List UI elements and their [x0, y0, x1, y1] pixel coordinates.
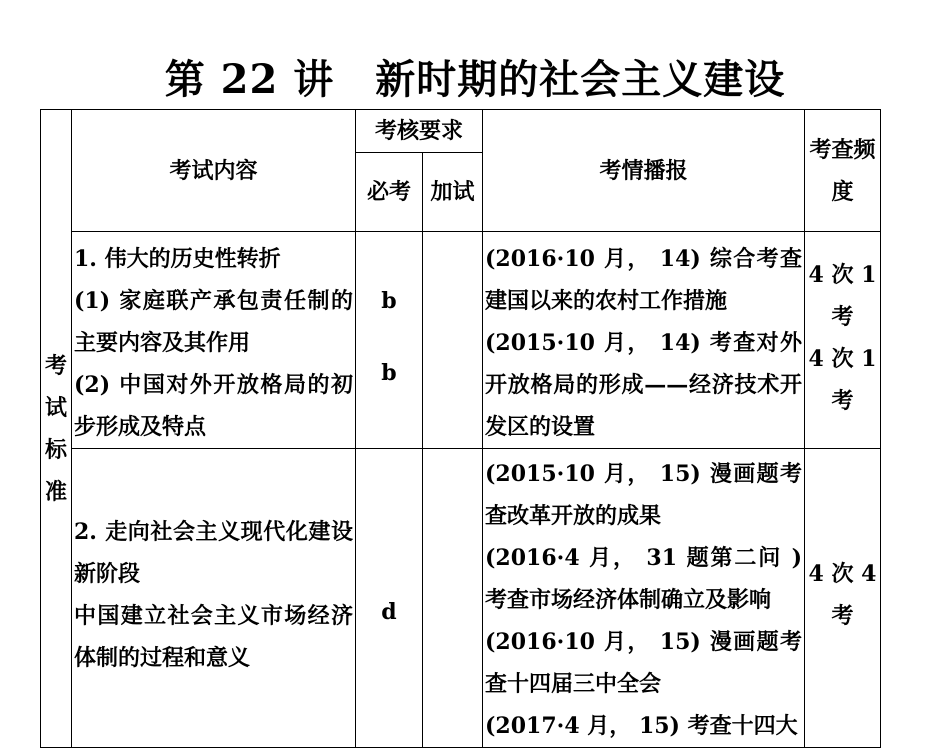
report-line: (2015·10 月， 14) 考查对外开放格局的形成——经济技术开发区的设置 — [485, 330, 803, 440]
content-line: 1. 伟大的历史性转折 — [74, 246, 281, 272]
bikao-cell — [356, 449, 423, 748]
header-jiashi: 加试 — [423, 153, 483, 232]
frequency-cell — [805, 449, 881, 748]
header-row-1 — [41, 110, 881, 153]
side-label-cell — [41, 110, 72, 748]
jiashi-cell — [423, 449, 483, 748]
table-row — [41, 232, 881, 449]
frequency-line: 考 — [831, 603, 854, 629]
bikao-cell — [356, 232, 423, 449]
frequency-line: 考 — [831, 388, 854, 414]
header-report: 考情播报 — [483, 110, 805, 232]
content-line: 中国建立社会主义市场经济体制的过程和意义 — [74, 603, 353, 671]
side-label-char: 准 — [44, 478, 67, 505]
header-requirements: 考核要求 — [356, 110, 483, 153]
side-label-char: 考 — [44, 352, 67, 379]
frequency-line: 4 次 4 — [808, 561, 877, 587]
content-cell — [72, 449, 356, 748]
frequency-cell — [805, 232, 881, 449]
frequency-line: 4 次 1 — [808, 262, 877, 288]
header-bikao: 必考 — [356, 153, 423, 232]
side-label-char: 试 — [44, 394, 67, 421]
header-frequency-line: 度 — [831, 178, 854, 205]
content-line: (2) 中国对外开放格局的初步形成及特点 — [74, 372, 353, 440]
report-line: (2016·10 月， 14) 综合考查建国以来的农村工作措施 — [485, 246, 803, 314]
frequency-line: 考 — [831, 304, 854, 330]
header-frequency-line: 考查频 — [809, 136, 876, 163]
report-line: (2017·4 月， 15) 考查十四大 — [485, 713, 798, 739]
header-frequency — [805, 110, 881, 232]
content-line: (1) 家庭联产承包责任制的主要内容及其作用 — [74, 288, 353, 356]
bikao-value: b — [381, 360, 397, 386]
table-row — [41, 449, 881, 748]
content-cell — [72, 232, 356, 449]
report-line: (2016·10 月， 15) 漫画题考查十四届三中全会 — [485, 629, 803, 697]
content-line: 2. 走向社会主义现代化建设新阶段 — [74, 519, 353, 587]
report-cell — [483, 449, 805, 748]
exam-standards-table — [40, 109, 881, 748]
side-label-char: 标 — [44, 436, 67, 463]
report-line: (2015·10 月， 15) 漫画题考查改革开放的成果 — [485, 461, 803, 529]
bikao-value: b — [381, 288, 397, 314]
frequency-line: 4 次 1 — [808, 346, 877, 372]
page-title: 第 22 讲 新时期的社会主义建设 — [164, 56, 786, 103]
header-content: 考试内容 — [72, 110, 356, 232]
jiashi-cell — [423, 232, 483, 449]
report-cell — [483, 232, 805, 449]
report-line: (2016·4 月， 31 题第二问 ) 考查市场经济体制确立及影响 — [485, 545, 803, 613]
bikao-value: d — [381, 599, 397, 625]
